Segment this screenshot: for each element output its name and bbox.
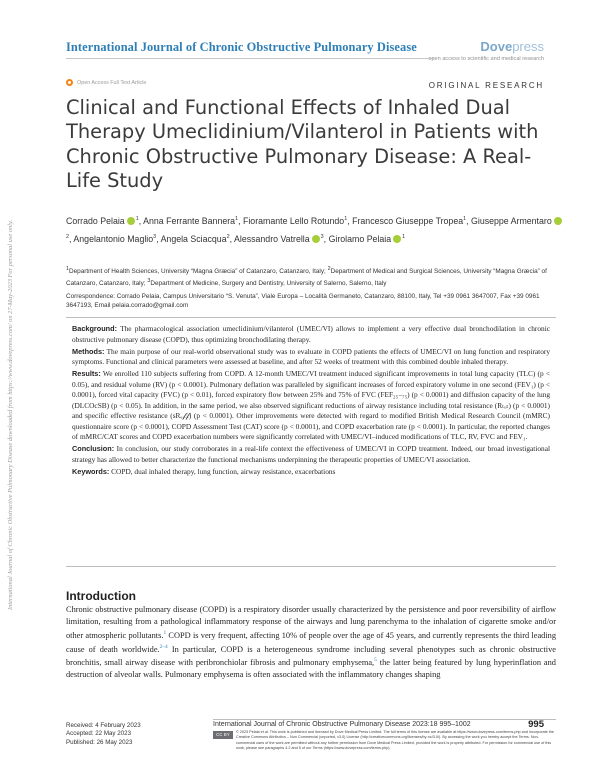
orcid-icon[interactable] bbox=[554, 217, 562, 225]
abstract-methods bbox=[72, 347, 550, 368]
affiliations bbox=[66, 265, 556, 288]
received-date: Received: 4 February 2023 bbox=[66, 722, 141, 729]
journal-title[interactable]: International Journal of Chronic Obstructive Pulmonary Disease bbox=[66, 40, 417, 54]
reference-link[interactable]: 5 bbox=[374, 657, 377, 664]
author: Angelantonio Maglio$^3$, bbox=[73, 233, 159, 244]
header-divider bbox=[66, 58, 436, 59]
abstract-results bbox=[72, 369, 550, 443]
abstract-conclusion-text: In conclusion, our study corroborates in a real-life context the effectiveness of UMEC/VI in COPD treatment. Indeed, our broad investigational strategy has allowed to better characterize the functional mechanisms underpinning the therapeutic properties of UMEC/VI association. bbox=[72, 444, 550, 464]
abstract-results-text: We enrolled 110 subjects suffering from COPD. A 12-month UMEC/VI treatment induced significant improvements in total lung capacity (TLC) (p < 0.05), and residual volume (RV) (p < 0.0001). Pulmonary deflation was paralleled by significant increases of forced expiratory volume in one second (FEV₁) (p < 0.0001), forced vital capacity (FVC) (p < 0.01), forced expiratory flow between 25% and 75% of FVC (FEF₂₅₋₇₅) (p < 0.0001) and diffusion capacity of the lung (DLCOcSB) (p < 0.05). In addition, in the same period, we also observed significant reductions of airway resistance including total resistance (Rₜₒₜ) (p < 0.0001) and specific effective resistance (sRₑ𝒻𝒻) (p < 0.0001). Other improvements were detected with regard to modified British Medical Research Council (mMRC) questionnaire score (p < 0.0001), COPD Assessment Test (CAT) score (p < 0.0001), and COPD exacerbation rate (p < 0.0001). In particular, the reported changes of mMRC/CAT scores and COPD exacerbation numbers were significantly correlated with UMEC/VI–induced modifications of TLC, RV, FVC and FEV₁. bbox=[72, 369, 550, 441]
author: Fioramante Lello Rotundo$^1$, bbox=[242, 215, 350, 226]
author-name[interactable]: Alessandro Vatrella bbox=[234, 233, 310, 244]
open-access-icon bbox=[66, 79, 73, 86]
orcid-icon[interactable] bbox=[393, 235, 401, 243]
publication-dates bbox=[66, 722, 141, 747]
author-name[interactable]: Fioramante Lello Rotundo bbox=[242, 215, 345, 226]
author-list bbox=[66, 212, 566, 247]
abstract-results-label: Results: bbox=[72, 369, 101, 378]
author-name[interactable]: Francesco Giuseppe Tropea bbox=[352, 215, 464, 226]
author-affiliation-number: 1 bbox=[135, 216, 139, 222]
published-date: Published: 26 May 2023 bbox=[66, 738, 133, 746]
introduction-heading: Introduction bbox=[66, 589, 136, 603]
abstract-background-label: Background: bbox=[72, 324, 117, 333]
reference-link[interactable]: 1 bbox=[163, 629, 167, 636]
author-name[interactable]: Angelantonio Maglio bbox=[73, 233, 154, 244]
footer-divider bbox=[213, 719, 556, 720]
author-affiliation-number: 3 bbox=[320, 233, 324, 240]
intro-part-2: COPD is very frequent, affecting 10% of people over the age of 45 years, and currently represents the third leading cause of death worldwide. bbox=[66, 630, 557, 654]
abstract-methods-text: The main purpose of our real-world observational study was to evaluate in COPD patients the effects of UMEC/VI on lung function and respiratory symptoms. Functional and clinical parameters were assessed at baseline, and after 52 weeks of treatment with this combined double inhaled therapy. bbox=[72, 346, 550, 366]
author-affiliation-number: 2 bbox=[226, 233, 230, 240]
publisher-logo-bold: Dove bbox=[480, 39, 513, 54]
intro-part-3: In particular, COPD is a heterogeneous syndrome including several phenotypes such as chronic obstructive bronchitis, small airway disease with peribronchiolar fibrosis and pulmonary emphysema, bbox=[66, 644, 556, 667]
publisher-tagline: open access to scientific and medical research bbox=[428, 56, 544, 62]
open-access-badge bbox=[66, 79, 146, 86]
author-affiliation-number: 1 bbox=[463, 216, 467, 222]
author-affiliation-number: 1 bbox=[344, 216, 348, 222]
license-text: © 2023 Pelaia et al. This work is published and licensed by Dove Medical Press Limited. The full terms of this license are available at https://www.dovepress.com/terms.php and incorporate the Creative Commons Attribution – Non Commercial (unported, v3.0) License (http://creativecommons.org/licenses/by-nc/3.0/). By accessing the work you hereby accept the Terms. Non-commercial uses of the work are permitted without any further permission from Dove Medical Press Limited, provided the work is properly attributed. For permission for commercial use of this work, please see paragraphs 4.2 and 5 of our Terms (https://www.dovepress.com/terms.php). bbox=[236, 730, 554, 751]
abstract-keywords-label: Keywords: bbox=[72, 466, 110, 476]
open-access-label: Open Access Full Text Article bbox=[77, 79, 147, 86]
publisher-logo[interactable] bbox=[480, 39, 544, 54]
abstract-conclusion bbox=[72, 444, 550, 465]
author-name[interactable]: Corrado Pelaia bbox=[66, 215, 125, 226]
abstract bbox=[66, 317, 556, 567]
author: Angela Sciacqua$^2$, bbox=[160, 233, 233, 244]
introduction-text bbox=[66, 604, 556, 681]
sidebar-note-text: International Journal of Chronic Obstructive Pulmonary Disease downloaded from https://www.dovepress.com/ on 27-May-2023 For personal use only. bbox=[7, 219, 14, 610]
author-name[interactable]: Girolamo Pelaia bbox=[328, 233, 392, 244]
reference-link[interactable]: 2–4 bbox=[159, 643, 168, 650]
author bbox=[329, 234, 406, 244]
article-title: Clinical and Functional Effects of Inhaled Dual Therapy Umeclidinium/Vilanterol in Patients with Chronic Obstructive Pulmonary Disease: A Real-Life Study bbox=[66, 96, 539, 193]
affiliation-number: 1 bbox=[66, 266, 69, 272]
author-name[interactable]: Giuseppe Armentaro bbox=[471, 215, 552, 226]
abstract-keywords bbox=[72, 467, 550, 478]
abstract-conclusion-label: Conclusion: bbox=[72, 444, 115, 453]
affiliation-text: Department of Health Sciences, University “Magna Græcia” of Catanzaro, Catanzaro, Italy; bbox=[69, 268, 328, 276]
abstract-methods-label: Methods: bbox=[72, 346, 105, 356]
footer-journal-citation: International Journal of Chronic Obstructive Pulmonary Disease 2023:18 995–1002 bbox=[213, 721, 471, 728]
author-affiliation-number: 2 bbox=[66, 233, 69, 240]
affiliation-text: Department of Medical and Surgical Sciences, University “Magna Græcia” of Catanzaro, Catanzaro, Italy; bbox=[66, 268, 547, 287]
orcid-icon[interactable] bbox=[127, 217, 135, 225]
author: Alessandro Vatrella $^3$, bbox=[234, 233, 327, 244]
article-type: ORIGINAL RESEARCH bbox=[428, 81, 544, 90]
abstract-background-text: The pharmacological association umeclidinium/vilanterol (UMEC/VI) allows to implement a very effective dual bronchodilation in chronic obstructive pulmonary disease (COPD), thus optimizing bronchodilating therapy. bbox=[72, 324, 550, 344]
correspondence: Correspondence: Corrado Pelaia, Campus Universitario “S. Venuta”, Viale Europa – Località Germaneto, Catanzaro, 88100, Italy, Tel +39 0961 3647007, Fax +39 0961 3647193, Email pelaia.corrado@gmail.com bbox=[66, 293, 540, 309]
orcid-icon[interactable] bbox=[312, 235, 320, 243]
author: Anna Ferrante Bannera$^1$, bbox=[143, 215, 241, 226]
page-number: 995 bbox=[528, 719, 544, 730]
affiliation-number: 2 bbox=[327, 266, 331, 272]
author: Francesco Giuseppe Tropea$^1$, bbox=[352, 215, 469, 226]
author: Corrado Pelaia $^1$, bbox=[66, 215, 142, 226]
author-affiliation-number: 1 bbox=[235, 216, 239, 222]
author-affiliation-number: 1 bbox=[402, 233, 406, 240]
intro-part-4: the latter being featured by lung hyperinflation and destruction of alveolar walls. Pulmonary emphysema is often associated with the inflammatory changes shaping bbox=[66, 657, 556, 679]
download-sidebar-note bbox=[2, 90, 38, 610]
author: Giuseppe Armentaro$^2$, bbox=[66, 216, 563, 244]
affiliation-number: 3 bbox=[147, 277, 151, 284]
intro-part-1: Chronic obstructive pulmonary disease (COPD) is a respiratory disorder usually characterized by the persistence and poor reversibility of airflow limitation, resulting from a pathological inflammatory response of the airways and lung parenchyma to the inhalation of cigarette smoke and/or other atmospheric pollutants. bbox=[66, 605, 556, 640]
author-name[interactable]: Anna Ferrante Bannera bbox=[143, 215, 236, 226]
author-name[interactable]: Angela Sciacqua bbox=[160, 233, 227, 244]
accepted-date: Accepted: 22 May 2023 bbox=[66, 730, 132, 738]
creative-commons-badge[interactable]: CC BY NC bbox=[213, 731, 233, 739]
affiliation-text: Department of Medicine, Surgery and Dentistry, University of Salerno, Salerno, Italy bbox=[150, 279, 387, 287]
author-affiliation-number: 3 bbox=[153, 233, 157, 240]
publisher-logo-light: press bbox=[512, 39, 544, 54]
abstract-background bbox=[72, 324, 550, 345]
abstract-keywords-text: COPD, dual inhaled therapy, lung function, airway resistance, exacerbations bbox=[111, 466, 336, 476]
